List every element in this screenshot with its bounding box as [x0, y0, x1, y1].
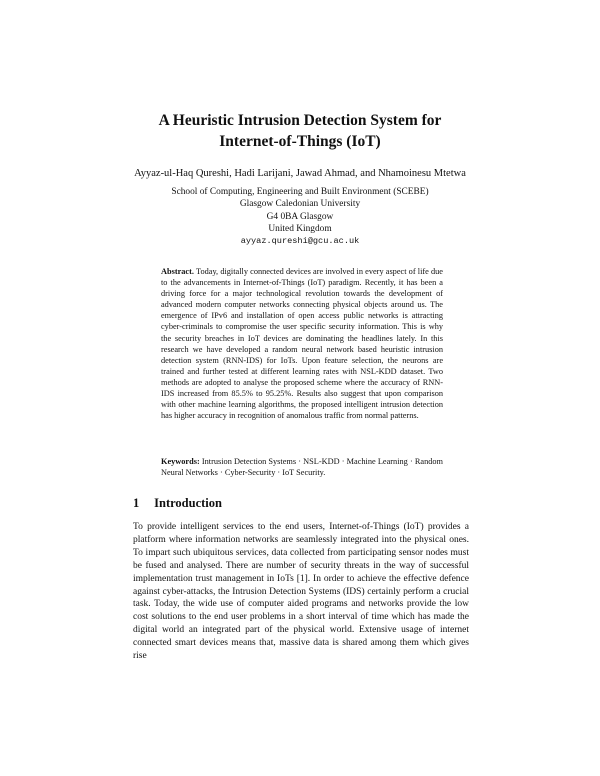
keywords-label: Keywords: [161, 457, 200, 466]
introduction-paragraph: To provide intelligent services to the end users, Internet-of-Things (IoT) provides a platform where information networks are seamlessly integrated into the physical ones. To impart such ubiquitous services, data collected from participating sensor nodes must be fused and analysed. There are number of security threats in the way of successful implementation trust management in IoTs [1]. In order to achieve the effective defence against cyber-attacks, the Intrusion Detection Systems (IDS) certainly perform a crucial task. Today, the wide use of computer aided programs and networks provide the low cost solutions to the end user problems in a short interval of time which has made the digital world an integrated part of the physical world. Extensive usage of internet connected smart devices means that, massive data is shared among them which gives rise [133, 522, 469, 662]
paper-title [60, 110, 540, 152]
section-heading [133, 496, 222, 511]
affiliation-university: Glasgow Caledonian University [239, 199, 361, 210]
abstract [161, 266, 443, 421]
affiliation-block [120, 186, 480, 247]
title-line-1: A Heuristic Intrusion Detection System for [158, 112, 442, 129]
abstract-label: Abstract. [161, 267, 194, 276]
affiliation-postcode: G4 0BA Glasgow [266, 211, 334, 222]
title-line-2: Internet-of-Things (IoT) [219, 133, 381, 150]
abstract-text: Today, digitally connected devices are involved in every aspect of life due to the advancements in Internet-of-Things (IoT) paradigm. Recently, it has been a driving force for a major technological revolution towards the development of advanced modern computer networks connecting physical objects around us. The emergence of IPv6 and installation of open access public networks is attracting cyber-criminals to compromise the user specific security information. This is why the security breaches in IoT devices are dominating the headlines lately. In this research we have developed a random neural network based heuristic intrusion detection system (RNN-IDS) for IoTs. Upon feature selection, the neurons are trained and further tested at different learning rates with NSL-KDD dataset. Two methods are adopted to analyse the proposed scheme where the accuracy of RNN-IDS increased from 85.5% to 95.25%. Results also suggest that upon comparison with other machine learning algorithms, the proposed intelligent intrusion detection has higher accuracy in recognition of anomalous traffic from normal patterns. [161, 267, 443, 421]
keywords-text: Intrusion Detection Systems · NSL-KDD · Machine Learning · Random Neural Networks · Cyber-Security · IoT Security. [161, 457, 443, 478]
keywords [161, 456, 443, 478]
author-list: Ayyaz-ul-Haq Qureshi, Hadi Larijani, Jawad Ahmad, and Nhamoinesu Mtetwa [134, 168, 466, 179]
section-number: 1 [133, 496, 140, 510]
affiliation-country: United Kingdom [268, 223, 332, 234]
affiliation-school: School of Computing, Engineering and Built Environment (SCEBE) [171, 187, 429, 197]
author-email: ayyaz.qureshi@gcu.ac.uk [240, 236, 360, 247]
section-title: Introduction [154, 496, 222, 510]
